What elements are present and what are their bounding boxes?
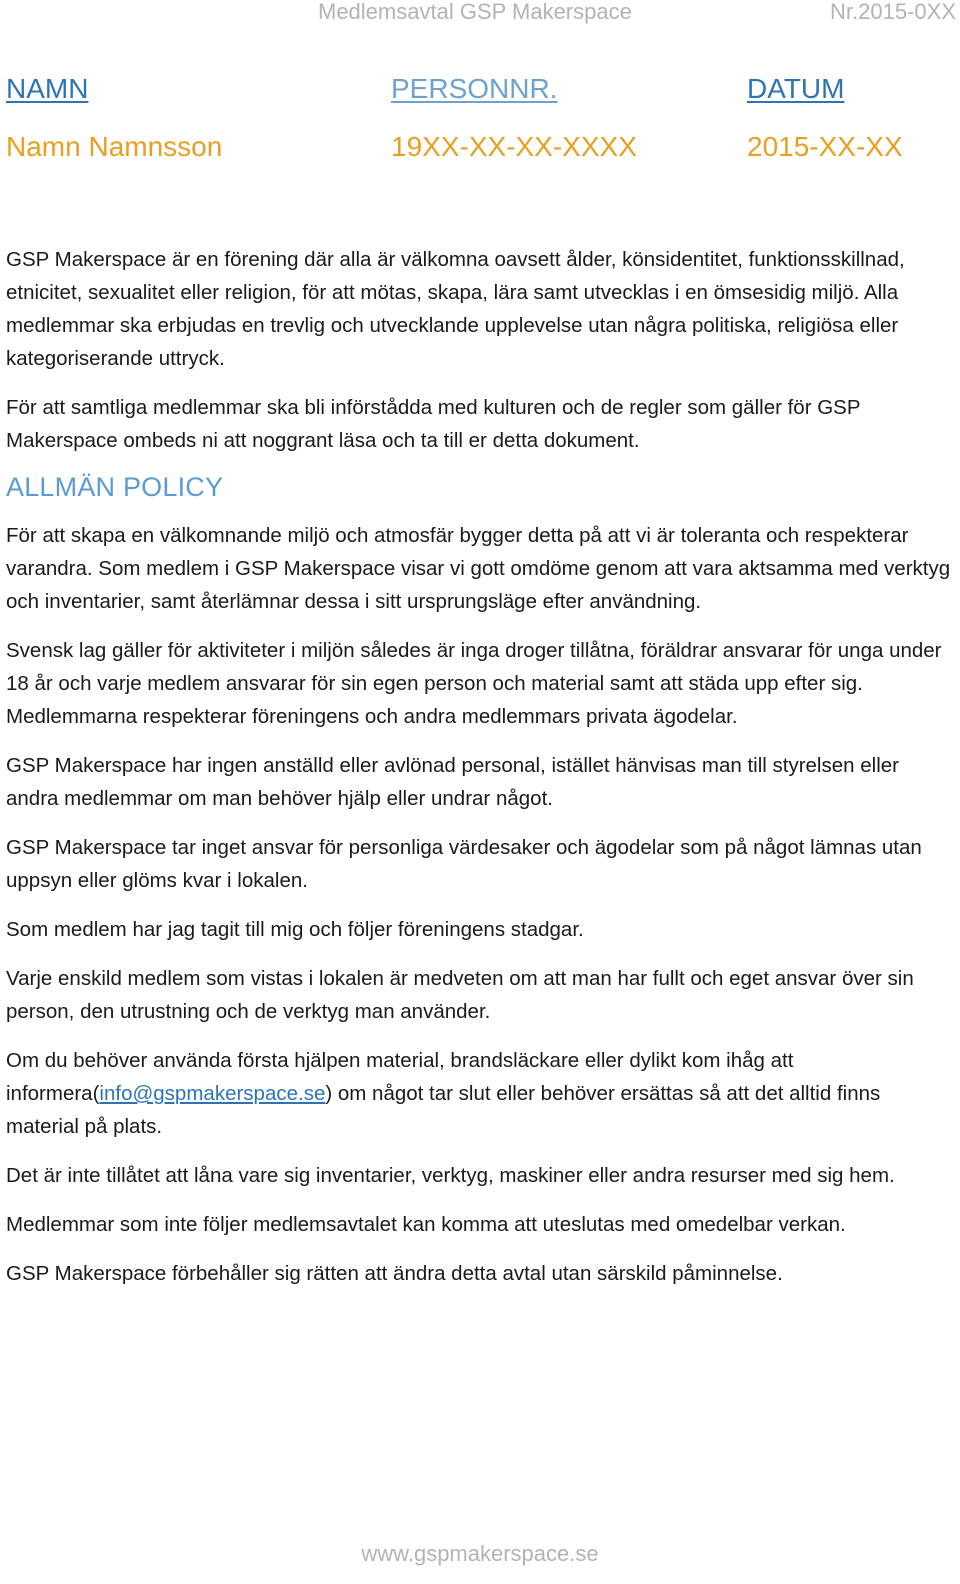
document-number: Nr.2015-0XX [830, 0, 956, 24]
first-aid-text-before: Om du behöver använda första hjälpen material, brandsläckare eller dylikt kom ihåg att informera( [6, 1049, 794, 1105]
page-header [0, 0, 960, 24]
policy-paragraph: För att skapa en välkomnande miljö och atmosfär bygger detta på att vi är toleranta och respekterar varandra. Som medlem i GSP Makerspace visar vi gott omdöme genom att vara aktsamma med verktyg och inventarier, samt återlämnar dessa i sitt ursprungsläge efter användning. [6, 524, 951, 613]
policy-paragraph: GSP Makerspace tar inget ansvar för personliga värdesaker och ägodelar som på något lämnas utan uppsyn eller glöms kvar i lokalen. [6, 836, 922, 892]
document-title: Medlemsavtal GSP Makerspace [318, 0, 632, 24]
name-value[interactable]: Namn Namnsson [6, 131, 223, 162]
intro-paragraph: För att samtliga medlemmar ska bli införstådda med kulturen och de regler som gäller för GSP Makerspace ombeds ni att noggrant läsa och ta till er detta dokument. [6, 396, 861, 452]
email-link[interactable]: info@gspmakerspace.se [99, 1082, 326, 1105]
policy-paragraph: Det är inte tillåtet att låna vare sig inventarier, verktyg, maskiner eller andra resurser med sig hem. [6, 1164, 895, 1187]
first-aid-text-after: ) om något tar slut eller behöver ersättas så att det alltid finns material på plats. [6, 1082, 881, 1138]
field-values-row [6, 130, 946, 166]
personnr-value[interactable]: 19XX-XX-XX-XXXX [391, 131, 637, 162]
policy-paragraph: Svensk lag gäller för aktiviteter i miljön således är inga droger tillåtna, föräldrar ansvarar för unga under 18 år och varje medlem ansvarar för sin egen person och material samt att städa upp efter sig. Medlemmarna respekterar föreningens och andra medlemmars privata ägodelar. [6, 639, 942, 728]
document-body [6, 243, 952, 1306]
personnr-label: PERSONNR. [391, 73, 558, 104]
first-aid-paragraph [6, 1044, 952, 1143]
policy-paragraph: GSP Makerspace har ingen anställd eller avlönad personal, istället hänvisas man till styrelsen eller andra medlemmar om man behöver hjälp eller undrar något. [6, 754, 899, 810]
footer-url[interactable]: www.gspmakerspace.se [361, 1541, 599, 1566]
name-label: NAMN [6, 73, 89, 104]
policy-paragraph: Varje enskild medlem som vistas i lokalen är medveten om att man har fullt och eget ansvar över sin person, den utrustning och de verktyg man använder. [6, 967, 914, 1023]
policy-paragraph: Som medlem har jag tagit till mig och följer föreningens stadgar. [6, 918, 584, 941]
policy-paragraph: GSP Makerspace förbehåller sig rätten att ändra detta avtal utan särskild påminnelse. [6, 1262, 783, 1285]
policy-paragraph: Medlemmar som inte följer medlemsavtalet kan komma att uteslutas med omedelbar verkan. [6, 1213, 846, 1236]
date-value[interactable]: 2015-XX-XX [747, 131, 903, 162]
section-heading-policy: ALLMÄN POLICY [6, 472, 224, 502]
intro-paragraph: GSP Makerspace är en förening där alla är välkomna oavsett ålder, könsidentitet, funktionsskillnad, etnicitet, sexualitet eller religion, för att mötas, skapa, lära samt utvecklas i en ömsesidig miljö. Alla medlemmar ska erbjudas en trevlig och utvecklande upplevelse utan några politiska, religiösa eller kategoriserande uttryck. [6, 248, 905, 370]
page-footer [0, 1540, 960, 1568]
field-labels-row [6, 72, 946, 108]
date-label: DATUM [747, 73, 845, 104]
